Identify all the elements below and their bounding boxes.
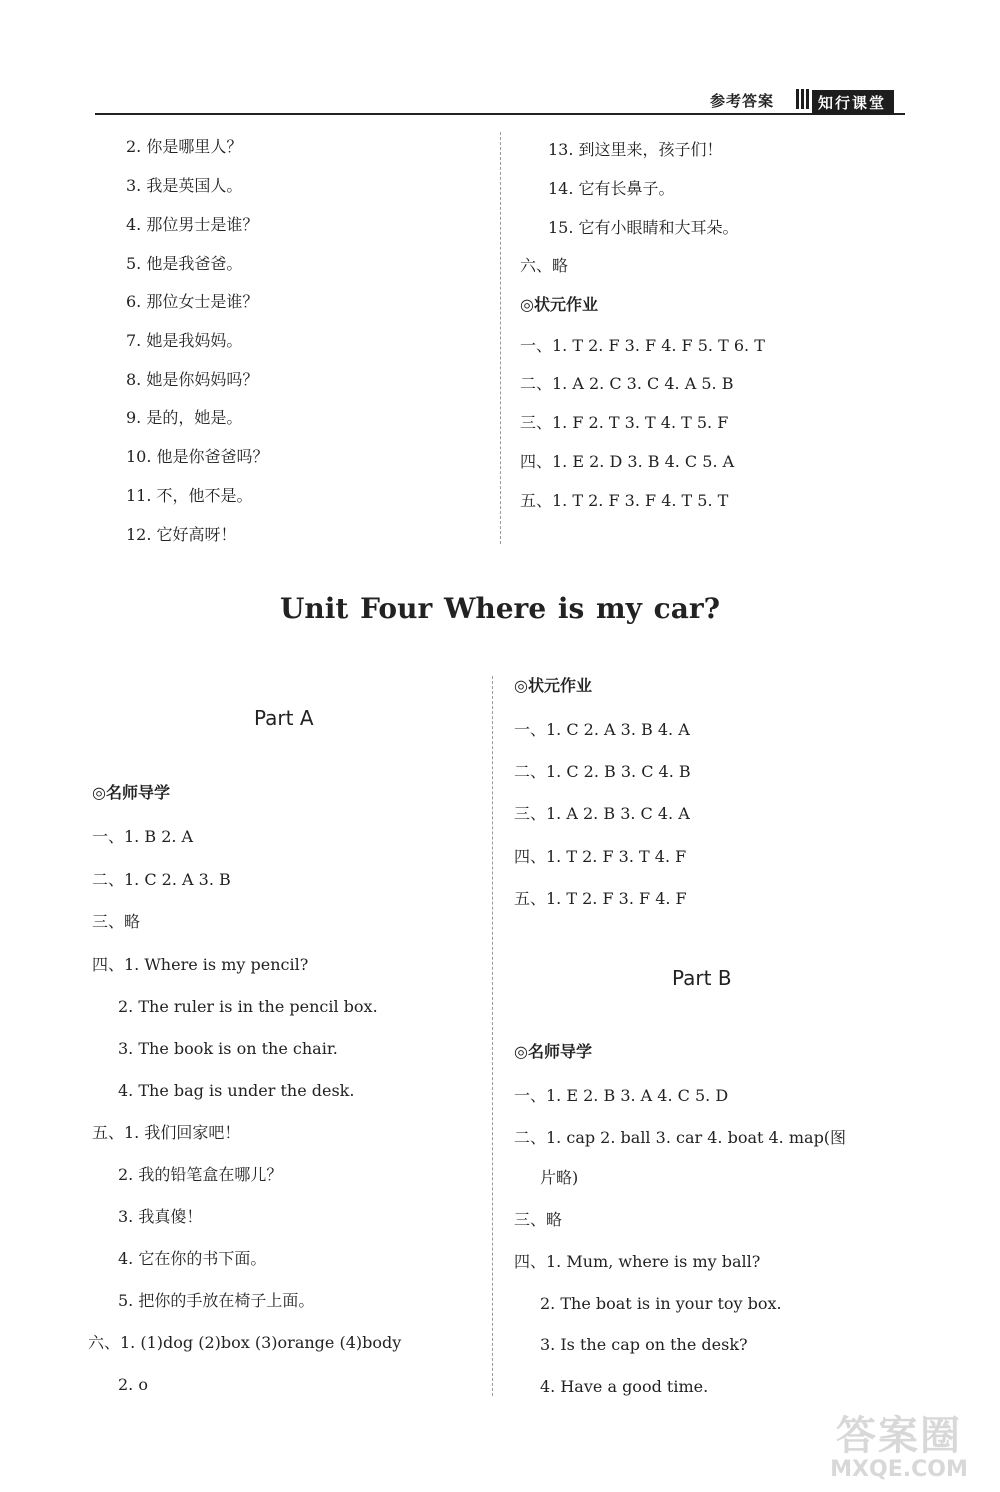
answer-line: 五、1. T 2. F 3. F 4. F (514, 889, 687, 908)
part-a-heading: Part A (254, 706, 314, 730)
header-rule (95, 113, 905, 115)
answer-line: 六、略 (520, 256, 569, 275)
answer-line: 4. 那位男士是谁？ (126, 215, 259, 234)
section-heading: ◎名师导学 (92, 783, 170, 802)
answer-line: 一、1. B 2. A (92, 827, 194, 846)
answer-line: 8. 她是你妈妈吗？ (126, 370, 259, 389)
answer-line: 3. 我是英国人。 (126, 176, 243, 195)
answer-line: 四、1. Where is my pencil? (92, 955, 309, 974)
answer-line: 2. 我的铅笔盒在哪儿？ (118, 1165, 283, 1184)
answer-line: 二、1. cap 2. ball 3. car 4. boat 4. map(图 (514, 1128, 847, 1147)
answer-line: 四、1. T 2. F 3. T 4. F (514, 847, 687, 866)
answer-line: 一、1. C 2. A 3. B 4. A (514, 720, 690, 739)
answer-line: 13. 到这里来，孩子们！ (548, 140, 723, 159)
answer-line: 四、1. E 2. D 3. B 4. C 5. A (520, 452, 735, 471)
section-heading: ◎名师导学 (514, 1042, 592, 1061)
watermark-logo: 答案圈 (836, 1413, 962, 1459)
bottom-column-divider (492, 676, 493, 1396)
answer-line: 5. 把你的手放在椅子上面。 (118, 1291, 315, 1310)
answer-line: 2. o (118, 1375, 148, 1394)
answer-line: 二、1. A 2. C 3. C 4. A 5. B (520, 374, 734, 393)
answer-line: 2. 你是哪里人？ (126, 137, 243, 156)
answer-line: 6. 那位女士是谁？ (126, 292, 259, 311)
answer-line: 3. Is the cap on the desk? (540, 1335, 748, 1354)
answer-line: 4. Have a good time. (540, 1377, 709, 1396)
header-brand: 知行课堂 (812, 90, 894, 115)
answer-line: 4. 它在你的书下面。 (118, 1249, 267, 1268)
unit-title: Unit Four Where is my car? (279, 592, 721, 625)
answer-line: 3. The book is on the chair. (118, 1039, 338, 1058)
answer-line: 11. 不，他不是。 (126, 486, 253, 505)
answer-line: 2. The ruler is in the pencil box. (118, 997, 378, 1016)
part-b-heading: Part B (672, 966, 732, 990)
answer-line: 二、1. C 2. A 3. B (92, 870, 231, 889)
answer-line: 10. 他是你爸爸吗？ (126, 447, 269, 466)
answer-line: 五、1. T 2. F 3. F 4. T 5. T (520, 491, 729, 510)
answer-line: 4. The bag is under the desk. (118, 1081, 355, 1100)
header-bars-decoration (796, 89, 811, 113)
answer-line: 12. 它好高呀！ (126, 525, 237, 544)
answer-line: 三、1. F 2. T 3. T 4. T 5. F (520, 413, 729, 432)
section-heading: ◎状元作业 (514, 676, 592, 695)
answer-line: 三、1. A 2. B 3. C 4. A (514, 804, 690, 823)
answer-line: 片略) (540, 1168, 579, 1187)
answer-line: 2. The boat is in your toy box. (540, 1294, 782, 1313)
answer-line: 7. 她是我妈妈。 (126, 331, 243, 350)
answer-line: 9. 是的，她是。 (126, 408, 243, 427)
answer-line: 三、略 (92, 912, 141, 931)
section-heading: ◎状元作业 (520, 295, 598, 314)
top-column-divider (500, 132, 501, 544)
answer-line: 二、1. C 2. B 3. C 4. B (514, 762, 691, 781)
answer-line: 六、1. (1)dog (2)box (3)orange (4)body (88, 1333, 402, 1352)
answer-line: 5. 他是我爸爸。 (126, 254, 243, 273)
watermark-url: MXQE.COM (830, 1457, 968, 1482)
header-title: 参考答案 (710, 92, 775, 110)
answer-line: 三、略 (514, 1210, 563, 1229)
answer-line: 一、1. T 2. F 3. F 4. F 5. T 6. T (520, 336, 765, 355)
answer-line: 四、1. Mum, where is my ball? (514, 1252, 761, 1271)
watermark (804, 1404, 994, 1482)
answer-line: 五、1. 我们回家吧！ (92, 1123, 241, 1142)
answer-line: 一、1. E 2. B 3. A 4. C 5. D (514, 1086, 729, 1105)
answer-line: 15. 它有小眼睛和大耳朵。 (548, 218, 739, 237)
answer-line: 14. 它有长鼻子。 (548, 179, 675, 198)
answer-line: 3. 我真傻！ (118, 1207, 203, 1226)
